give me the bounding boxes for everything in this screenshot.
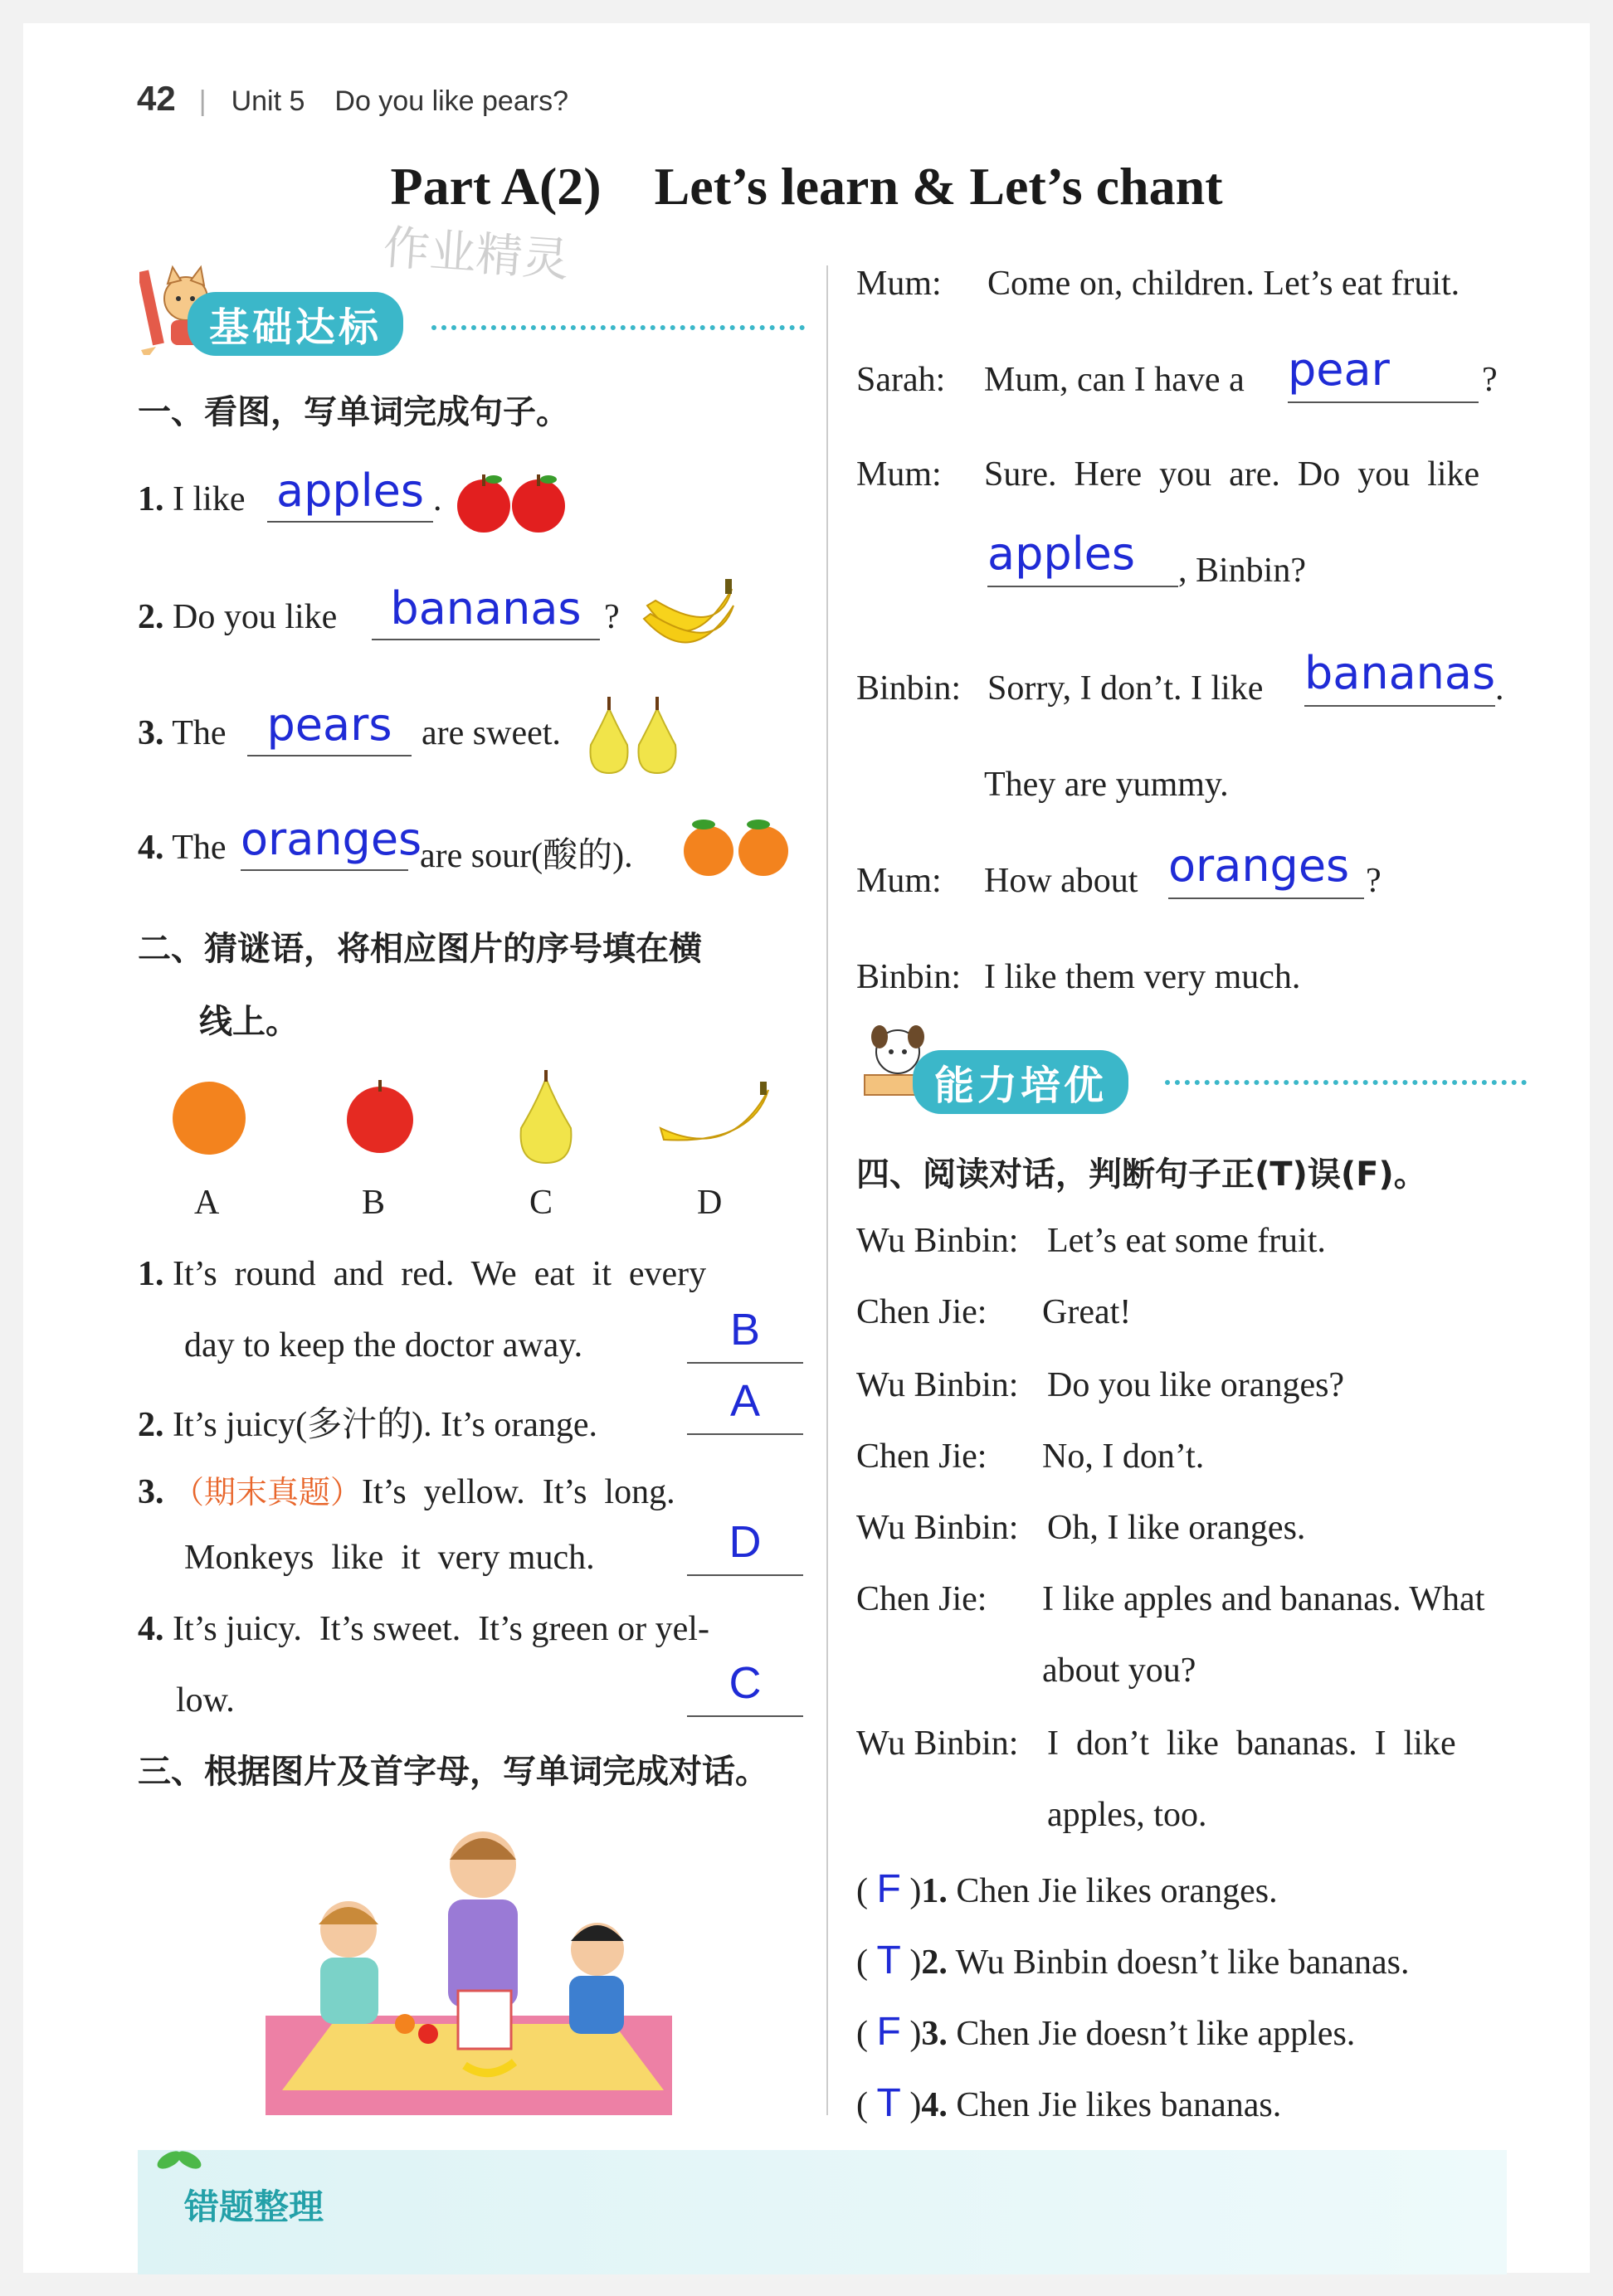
dlg-8-text: I like them very much. <box>984 958 1301 996</box>
riddle-2-line1: 2. It’s juicy(多汁的). It’s orange. <box>138 1406 598 1444</box>
banana-picture-icon <box>660 1082 768 1141</box>
s4-dlg-5-speaker: Wu Binbin: <box>856 1509 1019 1547</box>
s4-dlg-6-speaker: Chen Jie: <box>856 1580 987 1618</box>
dlg-4-post: , Binbin? <box>1178 552 1306 590</box>
dlg-7-post: ? <box>1366 862 1382 900</box>
section4-heading: 四、阅读对话，判断句子正(T)误(F)。 <box>856 1155 1427 1194</box>
judge-1: ( F )1. Chen Jie likes oranges. <box>856 1867 1278 1911</box>
dlg-3-speaker: Mum: <box>856 455 942 494</box>
section3-heading: 三、根据图片及首字母，写单词完成对话。 <box>138 1753 768 1791</box>
s1-item-2: 2. Do you like <box>138 598 338 636</box>
riddle-2-answer[interactable]: A <box>687 1375 803 1435</box>
dlg-2-post: ? <box>1482 361 1498 399</box>
riddle-4-line2: low. <box>176 1681 235 1720</box>
dlg-1-text: Come on, children. Let’s eat fruit. <box>987 265 1460 303</box>
s4-dlg-1-text: Let’s eat some fruit. <box>1047 1222 1326 1260</box>
unit-label: Unit 5 <box>231 85 305 117</box>
s1-answer-4[interactable]: oranges <box>241 813 408 871</box>
dlg-8-speaker: Binbin: <box>856 958 962 996</box>
s4-dlg-1-speaker: Wu Binbin: <box>856 1222 1019 1260</box>
judge-1-answer[interactable]: F <box>876 1867 901 1911</box>
pic-label-c: C <box>529 1184 553 1222</box>
judge-3-answer[interactable]: F <box>876 2010 901 2054</box>
s4-dlg-5-text: Oh, I like oranges. <box>1047 1509 1306 1547</box>
s1-answer-1[interactable]: apples <box>267 465 433 523</box>
oranges-icon <box>679 813 795 879</box>
badge-dots <box>431 325 805 330</box>
fruit-picture-row <box>166 1070 780 1178</box>
watermark: 作业精灵 <box>381 221 571 288</box>
s1-item-4: 4. The <box>138 829 227 867</box>
unit-title: Do you like pears? <box>334 85 568 117</box>
section2-heading-line1: 二、猜谜语，将相应图片的序号填在横 <box>138 930 702 968</box>
riddle-3-answer[interactable]: D <box>687 1516 803 1576</box>
dlg-2-pre: Mum, can I have a <box>984 361 1245 399</box>
dlg-4-answer[interactable]: apples <box>987 528 1178 587</box>
orange-picture-icon <box>173 1082 246 1155</box>
s4-dlg-6-text: I like apples and bananas. What <box>1042 1580 1485 1618</box>
dlg-5-pre: Sorry, I don’t. I like <box>987 669 1264 708</box>
page-header <box>137 79 568 119</box>
family-fruit-illustration <box>266 1817 680 2123</box>
s1-punct-1: . <box>433 480 442 518</box>
riddle-1-answer[interactable]: B <box>687 1304 803 1364</box>
header-separator: | <box>198 85 207 117</box>
section1-heading: 一、看图，写单词完成句子。 <box>138 393 569 431</box>
pic-label-d: D <box>697 1184 723 1222</box>
badge-advanced: 能力培优 <box>913 1050 1128 1114</box>
dlg-7-answer[interactable]: oranges <box>1168 839 1364 899</box>
exam-tag: （期末真题） <box>173 1474 363 1510</box>
bananas-icon <box>639 572 738 664</box>
s4-dlg-3-text: Do you like oranges? <box>1047 1366 1345 1404</box>
s4-dlg-4-text: No, I don’t. <box>1042 1437 1205 1476</box>
pear-picture-icon <box>521 1070 572 1163</box>
s1-answer-3[interactable]: pears <box>247 698 412 756</box>
judge-2-answer[interactable]: T <box>876 1938 901 1982</box>
column-divider <box>826 265 828 2115</box>
page-title: Part A(2) Let’s learn & Let’s chant <box>390 157 1223 216</box>
dlg-1-speaker: Mum: <box>856 265 942 303</box>
s4-dlg-6-cont: about you? <box>1042 1651 1196 1690</box>
s4-dlg-4-speaker: Chen Jie: <box>856 1437 987 1476</box>
dlg-2-speaker: Sarah: <box>856 361 946 399</box>
badge-dots-2 <box>1165 1080 1527 1085</box>
mistake-notes-label: 错题整理 <box>184 2187 324 2227</box>
dlg-2-answer[interactable]: pear <box>1288 343 1479 403</box>
s1-item-1: 1. I like <box>138 480 246 518</box>
pic-label-a: A <box>194 1184 220 1222</box>
judge-2: ( T )2. Wu Binbin doesn’t like bananas. <box>856 1938 1410 1982</box>
dlg-5-post: . <box>1495 669 1504 708</box>
riddle-1-line2: day to keep the doctor away. <box>184 1326 583 1364</box>
apples-icon <box>452 469 573 536</box>
s4-dlg-7-cont: apples, too. <box>1047 1796 1207 1834</box>
dlg-7-pre: How about <box>984 862 1138 900</box>
badge-basic: 基础达标 <box>188 292 403 356</box>
riddle-1-line1: 1. It’s round and red. We eat it every <box>138 1255 707 1293</box>
judge-4-answer[interactable]: T <box>876 2081 901 2125</box>
apple-picture-icon <box>347 1080 413 1153</box>
judge-3: ( F )3. Chen Jie doesn’t like apples. <box>856 2010 1356 2054</box>
s4-dlg-3-speaker: Wu Binbin: <box>856 1366 1019 1404</box>
s1-post-3: are sweet. <box>422 714 561 752</box>
leaf-icon <box>154 2145 204 2175</box>
riddle-4-answer[interactable]: C <box>687 1657 803 1717</box>
s1-punct-2: ? <box>604 598 620 636</box>
riddle-4-line1: 4. It’s juicy. It’s sweet. It’s green or yel- <box>138 1610 709 1648</box>
dlg-7-speaker: Mum: <box>856 862 942 900</box>
pears-icon <box>581 693 689 776</box>
riddle-3-line1: 3. （期末真题）It’s yellow. It’s long. <box>138 1473 675 1511</box>
pic-label-b: B <box>362 1184 386 1222</box>
section2-heading-line2: 线上。 <box>199 1003 299 1041</box>
riddle-3-line2: Monkeys like it very much. <box>184 1539 595 1577</box>
mistake-notes-area[interactable] <box>138 2150 1507 2274</box>
s4-dlg-7-text: I don’t like bananas. I like <box>1047 1724 1456 1763</box>
s1-answer-2[interactable]: bananas <box>372 582 600 640</box>
page-number: 42 <box>137 79 176 118</box>
judge-4: ( T )4. Chen Jie likes bananas. <box>856 2081 1282 2125</box>
dlg-6-text: They are yummy. <box>984 766 1229 804</box>
dlg-3-text: Sure. Here you are. Do you like <box>984 455 1480 494</box>
s4-dlg-2-speaker: Chen Jie: <box>856 1293 987 1331</box>
dlg-5-answer[interactable]: bananas <box>1304 647 1495 707</box>
s4-dlg-2-text: Great! <box>1042 1293 1132 1331</box>
s4-dlg-7-speaker: Wu Binbin: <box>856 1724 1019 1763</box>
s1-item-3: 3. The <box>138 714 227 752</box>
s1-post-4: are sour(酸的). <box>420 837 633 875</box>
dlg-5-speaker: Binbin: <box>856 669 962 708</box>
